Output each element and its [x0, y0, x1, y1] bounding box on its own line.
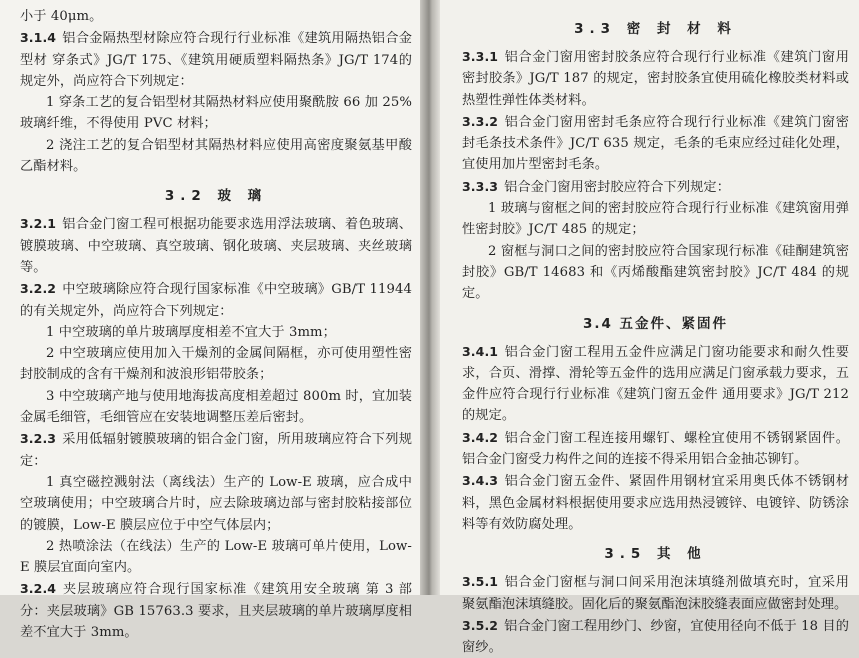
section-heading-other: 3.5 其 他 [604, 546, 707, 563]
clause-number: 3.2.4 [20, 581, 57, 597]
clause-text: 1 玻璃与窗框之间的密封胶应符合现行行业标准《建筑窗用弹性密封胶》JC/T 485 的规定； [462, 201, 849, 238]
clause-text: 中空玻璃除应符合现行国家标准《中空玻璃》GB/T 11944 的有关规定外，尚应符合下列规定： [20, 282, 412, 319]
section-heading-sealing: 3.3 密 封 材 料 [574, 21, 737, 37]
clause-paragraph [20, 472, 412, 536]
clause-paragraph [462, 111, 849, 176]
left-block-2 [20, 213, 412, 643]
clause-paragraph [462, 241, 849, 305]
clause-text: 1 中空玻璃的单片玻璃厚度相差不宜大于 3mm； [46, 324, 336, 340]
clause-number: 3.1.4 [20, 30, 57, 46]
clause-number: 3.2.1 [20, 216, 57, 232]
clause-text: 2 浇注工艺的复合铝型材其隔热材料应使用高密度聚氨基甲酸乙酯材料。 [20, 137, 412, 175]
clause-text: 小于 40μm。 [20, 9, 103, 24]
clause-number: 3.2.2 [20, 281, 57, 297]
clause-number: 3.4.2 [462, 429, 499, 445]
clause-paragraph [20, 213, 412, 278]
clause-paragraph [20, 428, 412, 472]
left-page [0, 0, 420, 641]
right-block-1 [462, 46, 849, 305]
clause-text: 铝合金门窗用密封毛条应符合现行行业标准《建筑门窗密封毛条技术条件》JC/T 635 规定，毛条的毛束应经过硅化处理，宜使用加片型密封毛条。 [462, 114, 849, 173]
clause-number: 3.3.2 [462, 113, 499, 129]
clause-text: 铝合金门窗五金件、紧固件用钢材宜采用奥氏体不锈钢材料，黑色金属材料根据使用要求应选用热浸镀锌、电镀锌、防锈涂料等有效防腐处理。 [462, 474, 849, 532]
clause-paragraph [462, 571, 849, 615]
clause-paragraph [462, 341, 849, 427]
left-block-1 [20, 6, 412, 177]
clause-text: 铝合金门窗工程连接用螺钉、螺栓宜使用不锈钢紧固件。铝合金门窗受力构件之间的连接不得采用铝合金抽芯铆钉。 [462, 430, 849, 468]
clause-paragraph [20, 386, 412, 429]
clause-text: 铝合金门窗工程可根据功能要求选用浮法玻璃、着色玻璃、镀膜玻璃、中空玻璃、真空玻璃、钢化玻璃、夹层玻璃、夹丝玻璃等。 [20, 217, 412, 275]
clause-paragraph [462, 427, 849, 471]
clause-text: 铝合金门窗工程用纱门、纱窗，宜使用径向不低于 18 目的窗纱。 [462, 618, 849, 656]
clause-number: 3.4.3 [462, 473, 499, 489]
section-heading-hardware: 3.4 五金件、紧固件 [582, 315, 729, 332]
right-block-3 [462, 571, 849, 658]
clause-text: 2 窗框与洞口之间的密封胶应符合国家现行标准《硅酮建筑密封胶》GB/T 14683 和《丙烯酸酯建筑密封胶》JC/T 484 的规定。 [462, 243, 849, 302]
clause-text: 铝合金门窗用密封胶应符合下列规定： [504, 179, 730, 195]
clause-number: 3.2.3 [20, 431, 57, 447]
clause-paragraph [20, 343, 412, 386]
clause-paragraph [20, 578, 412, 643]
clause-paragraph [20, 278, 412, 322]
clause-paragraph [20, 322, 412, 343]
clause-paragraph [462, 198, 849, 241]
clause-paragraph [20, 27, 412, 92]
clause-text: 夹层玻璃应符合现行国家标准《建筑用安全玻璃 第 3 部分：夹层玻璃》GB 15763.3 要求，且夹层玻璃的单片玻璃厚度相差不宜大于 3mm。 [20, 582, 412, 641]
clause-number: 3.3.1 [462, 49, 499, 64]
clause-text: 2 中空玻璃应使用加入干燥剂的金属间隔框，亦可使用塑性密封胶制成的含有干燥剂和波浪形铝带胶条； [20, 346, 412, 383]
clause-text: 2 热喷涂法（在线法）生产的 Low-E 玻璃可单片使用，Low-E 膜层宜面向室内。 [20, 538, 412, 576]
right-page [440, 0, 859, 656]
clause-paragraph [20, 536, 412, 579]
clause-paragraph [462, 470, 849, 535]
clause-paragraph [462, 46, 849, 111]
clause-number: 3.4.1 [462, 343, 499, 359]
clause-paragraph [20, 6, 412, 27]
clause-text: 铝合金门窗用密封胶条应符合现行行业标准《建筑门窗用密封胶条》JG/T 187 的规定，密封胶条宜使用硫化橡胶类材料或热塑性弹性体类材料。 [462, 50, 849, 108]
clause-number: 3.5.1 [462, 574, 499, 590]
right-block-2 [462, 341, 849, 536]
section-heading-glass: 3.2 玻 璃 [164, 188, 268, 205]
clause-text: 铝合金门窗框与洞口间采用泡沫填缝剂做填充时，宜采用聚氨酯泡沫填缝胶。固化后的聚氨酯泡沫胶缝表面应做密封处理。 [462, 575, 849, 612]
clause-text: 1 穿条工艺的复合铝型材其隔热材料应使用聚酰胺 66 加 25%玻璃纤维，不得使用 PVC 材料； [20, 95, 412, 132]
clause-paragraph [462, 615, 849, 658]
clause-text: 1 真空磁控溅射法（离线法）生产的 Low-E 玻璃，应合成中空玻璃使用；中空玻璃合片时，应去除玻璃边部与密封胶粘接部位的镀膜，Low-E 膜层应位于中空气体层内； [20, 474, 412, 533]
clause-text: 铝合金门窗工程用五金件应满足门窗功能要求和耐久性要求，合页、滑撑、滑轮等五金件的选用应满足门窗承载力要求，五金件应符合现行行业标准《建筑门窗五金件 通用要求》JG/T 212 的规定。 [462, 344, 849, 424]
clause-paragraph [20, 135, 412, 178]
clause-text: 3 中空玻璃产地与使用地海拔高度相差超过 800m 时，宜加装金属毛细管，毛细管应在安装地调整压差后密封。 [20, 388, 412, 426]
clause-text: 采用低辐射镀膜玻璃的铝合金门窗，所用玻璃应符合下列规定： [20, 432, 412, 469]
clause-number: 3.3.3 [462, 178, 499, 194]
book-gutter [420, 0, 440, 595]
clause-text: 铝合金隔热型材除应符合现行行业标准《建筑用隔热铝合金型材 穿条式》JG/T 175、《建筑用硬质塑料隔热条》JG/T 174的规定外，尚应符合下列规定： [20, 31, 412, 89]
clause-paragraph [462, 176, 849, 198]
clause-paragraph [20, 92, 412, 135]
clause-number: 3.5.2 [462, 617, 499, 633]
